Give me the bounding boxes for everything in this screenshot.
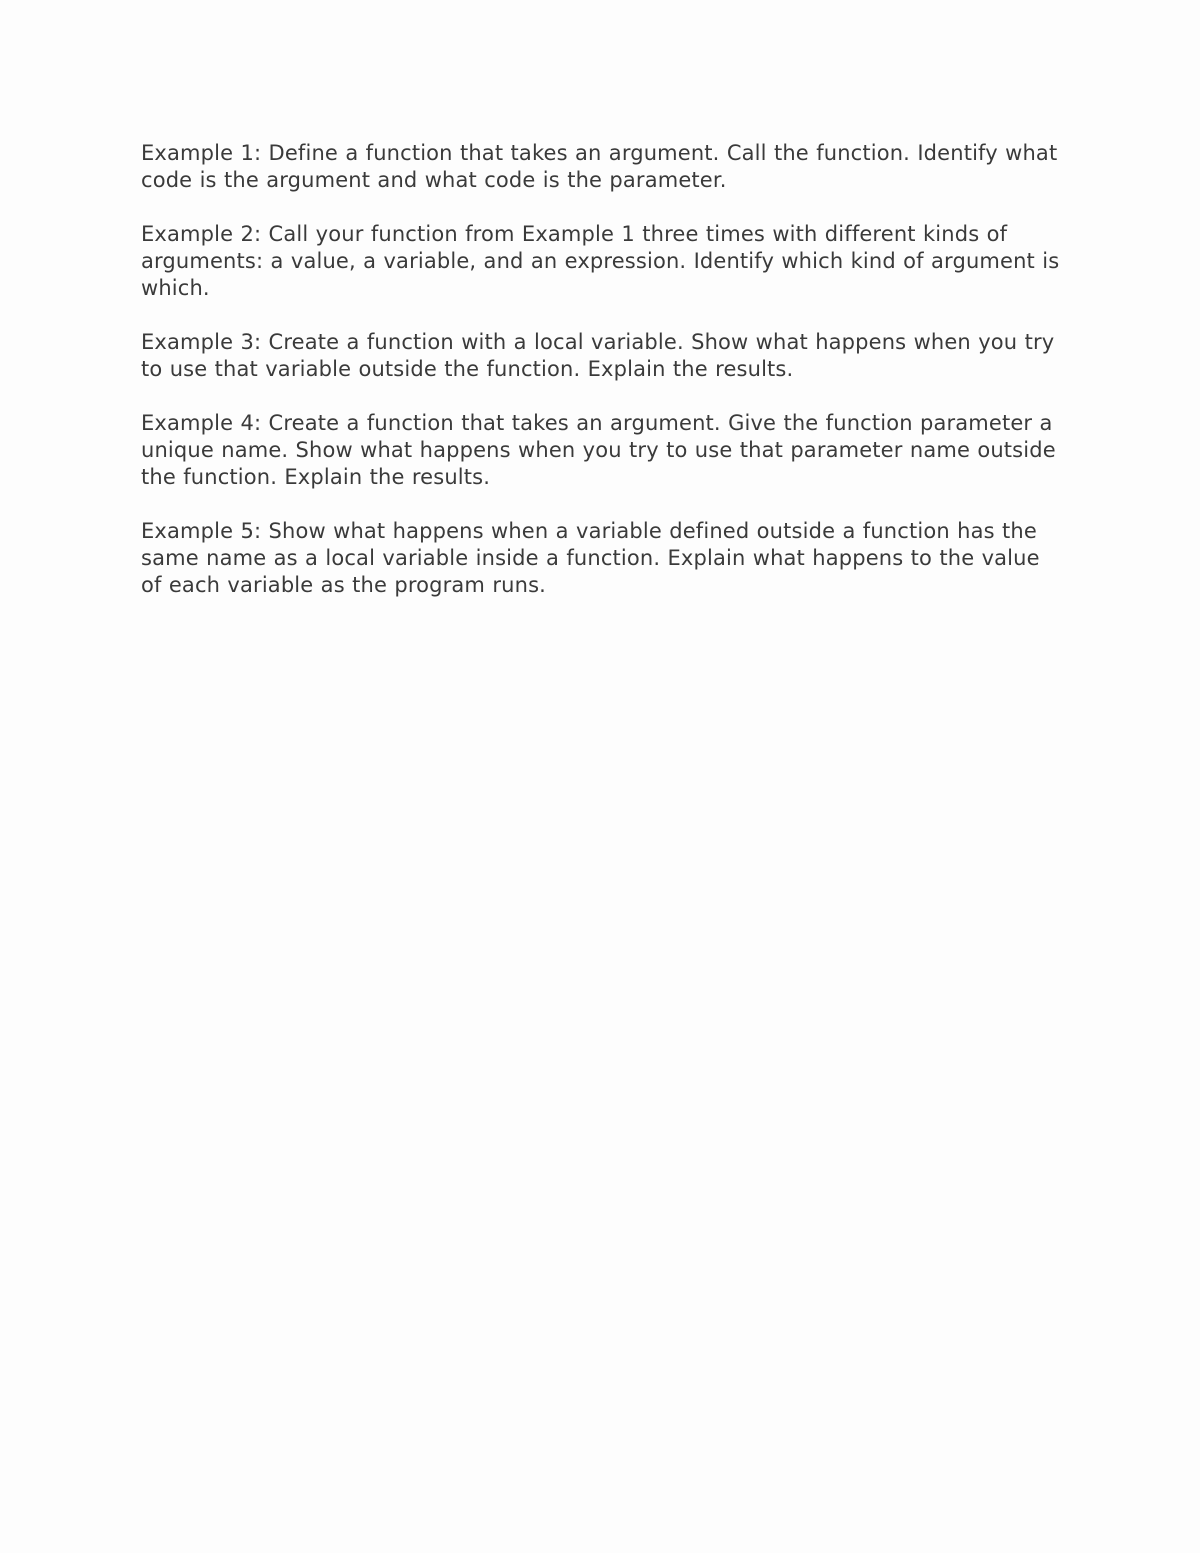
document-body — [141, 140, 1066, 626]
example-2-paragraph: Example 2: Call your function from Example 1 three times with different kinds of arguments: a value, a variable, and an expression. Identify which kind of argument is which. — [141, 222, 1060, 300]
example-3-paragraph: Example 3: Create a function with a local variable. Show what happens when you try to use that variable outside the function. Explain the results. — [141, 330, 1055, 381]
example-1-paragraph: Example 1: Define a function that takes an argument. Call the function. Identify what code is the argument and what code is the parameter. — [141, 141, 1058, 192]
example-5-paragraph: Example 5: Show what happens when a variable defined outside a function has the same name as a local variable inside a function. Explain what happens to the value of each variable as the program runs. — [141, 519, 1040, 597]
example-4-paragraph: Example 4: Create a function that takes an argument. Give the function parameter a unique name. Show what happens when you try to use that parameter name outside the function. Explain the results. — [141, 411, 1056, 489]
